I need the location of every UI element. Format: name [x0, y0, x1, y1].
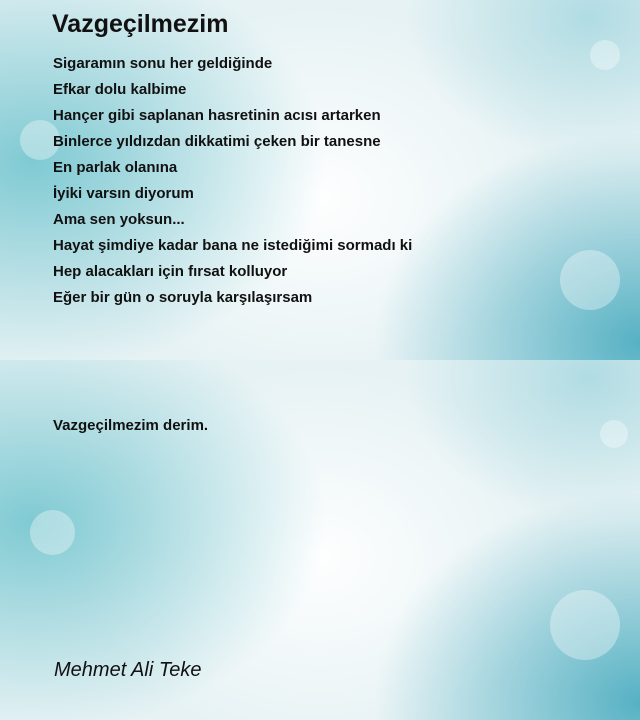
poem-line: Hep alacakları için fırsat kolluyor [53, 263, 288, 280]
poem-line: Binlerce yıldızdan dikkatimi çeken bir tanesne [53, 133, 381, 150]
poem-line: Eğer bir gün o soruyla karşılaşırsam [53, 289, 313, 306]
poem-lines [53, 55, 412, 315]
poem-line: Efkar dolu kalbime [53, 81, 187, 98]
poem-line: Ama sen yoksun... [53, 211, 185, 228]
bokeh-light [590, 40, 620, 70]
poem-line: Hayat şimdiye kadar bana ne istediğimi sormadı ki [53, 237, 413, 254]
poem-closing-line: Vazgeçilmezim derim. [53, 417, 209, 434]
poem-line: Hançer gibi saplanan hasretinin acısı artarken [53, 107, 381, 124]
bokeh-light [560, 250, 620, 310]
bokeh-light [550, 590, 620, 660]
poem-card-bottom [0, 360, 640, 720]
poem-title: Vazgeçilmezim [52, 10, 229, 38]
poem-line: İyiki varsın diyorum [53, 185, 194, 202]
poem-line: En parlak olanına [53, 159, 178, 176]
poem-line: Sigaramın sonu her geldiğinde [53, 55, 273, 72]
bokeh-light [30, 510, 75, 555]
poem-author: Mehmet Ali Teke [54, 659, 202, 681]
bokeh-light [600, 420, 628, 448]
